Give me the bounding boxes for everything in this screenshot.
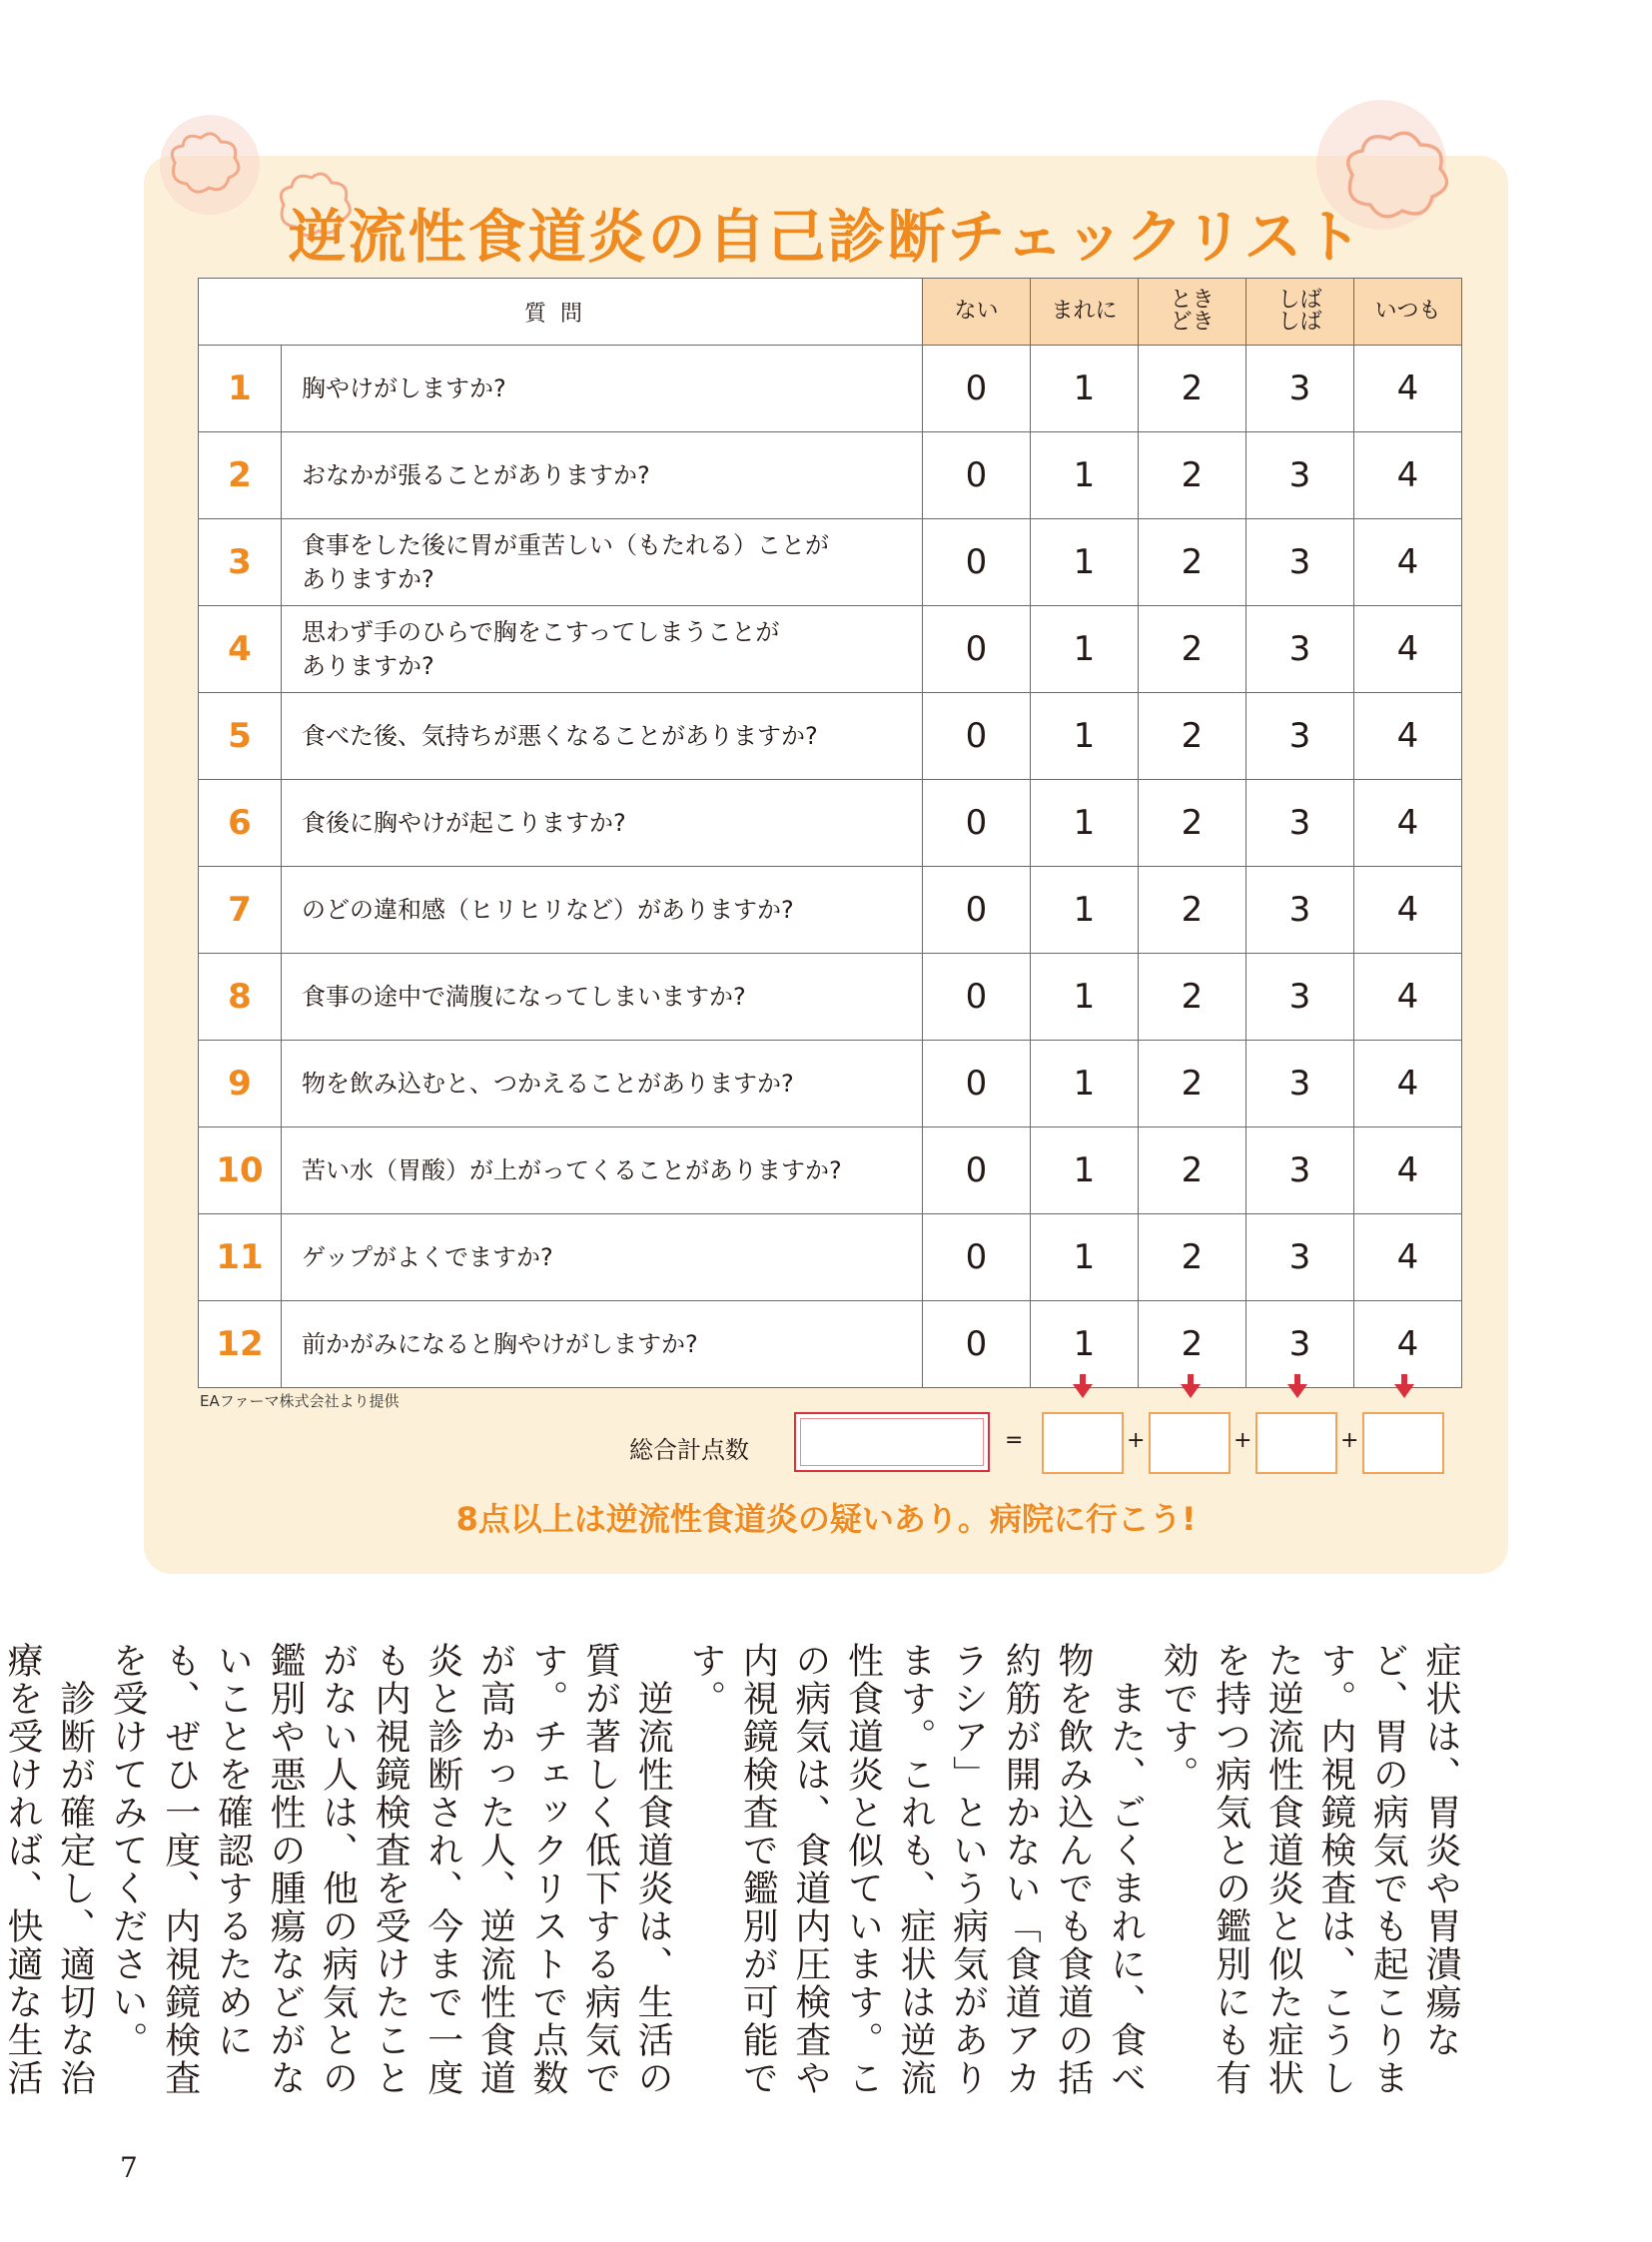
question-text: のどの違和感（ヒリヒリなど）がありますか? [282, 867, 923, 954]
question-number: 6 [199, 780, 282, 867]
score-option[interactable]: 0 [923, 954, 1031, 1041]
score-option[interactable]: 1 [1031, 519, 1139, 606]
score-option[interactable]: 2 [1139, 432, 1246, 519]
score-option[interactable]: 4 [1354, 432, 1462, 519]
score-option[interactable]: 4 [1354, 1127, 1462, 1214]
score-option[interactable]: 2 [1139, 780, 1246, 867]
score-option[interactable]: 1 [1031, 693, 1139, 780]
checklist-table [198, 278, 1462, 1388]
score-option[interactable]: 0 [923, 1127, 1031, 1214]
table-row [199, 346, 1462, 432]
arrow-down-icon [1287, 1384, 1307, 1398]
question-number: 1 [199, 346, 282, 432]
score-option[interactable]: 1 [1031, 606, 1139, 693]
plus-sign: + [1127, 1428, 1146, 1453]
option-header: とき どき [1139, 279, 1246, 346]
table-row [199, 780, 1462, 867]
score-option[interactable]: 2 [1139, 519, 1246, 606]
score-option[interactable]: 0 [923, 780, 1031, 867]
score-option[interactable]: 3 [1246, 693, 1354, 780]
score-option[interactable]: 2 [1139, 867, 1246, 954]
score-option[interactable]: 1 [1031, 954, 1139, 1041]
score-option[interactable]: 1 [1031, 780, 1139, 867]
question-number: 5 [199, 693, 282, 780]
score-option[interactable]: 2 [1139, 606, 1246, 693]
plus-sign: + [1340, 1428, 1359, 1453]
question-number: 9 [199, 1041, 282, 1127]
question-text: 食べた後、気持ちが悪くなることがありますか? [282, 693, 923, 780]
score-option[interactable]: 1 [1031, 1301, 1139, 1388]
table-header-row [199, 279, 1462, 346]
score-option[interactable]: 1 [1031, 867, 1139, 954]
arrow-down-icon [1073, 1384, 1093, 1398]
question-header: 質問 [199, 279, 923, 346]
credit-text: EAファーマ株式会社より提供 [200, 1392, 400, 1410]
table-row [199, 954, 1462, 1041]
score-option[interactable]: 4 [1354, 1301, 1462, 1388]
score-option[interactable]: 3 [1246, 432, 1354, 519]
question-number: 8 [199, 954, 282, 1041]
score-option[interactable]: 0 [923, 867, 1031, 954]
score-option[interactable]: 2 [1139, 346, 1246, 432]
score-option[interactable]: 3 [1246, 954, 1354, 1041]
score-option[interactable]: 0 [923, 346, 1031, 432]
option-header: まれに [1031, 279, 1139, 346]
total-score-input[interactable] [794, 1412, 990, 1472]
score-option[interactable]: 4 [1354, 346, 1462, 432]
score-option[interactable]: 2 [1139, 1041, 1246, 1127]
arrow-down-icon [1181, 1384, 1201, 1398]
option-header: いつも [1354, 279, 1462, 346]
score-option[interactable]: 0 [923, 1041, 1031, 1127]
question-number: 7 [199, 867, 282, 954]
question-text: 苦い水（胃酸）が上がってくることがありますか? [282, 1127, 923, 1214]
score-option[interactable]: 0 [923, 606, 1031, 693]
score-option[interactable]: 3 [1246, 346, 1354, 432]
score-option[interactable]: 3 [1246, 1127, 1354, 1214]
question-text: 思わず手のひらで胸をこすってしまうことが ありますか? [282, 606, 923, 693]
table-row [199, 432, 1462, 519]
subtotal-box-2[interactable] [1149, 1412, 1231, 1474]
table-row [199, 867, 1462, 954]
question-number: 2 [199, 432, 282, 519]
page-title: 逆流性食道炎の自己診断チェックリスト [288, 203, 1364, 271]
score-option[interactable]: 0 [923, 693, 1031, 780]
score-option[interactable]: 3 [1246, 1301, 1354, 1388]
score-option[interactable]: 2 [1139, 1214, 1246, 1301]
body-text: 症状は、胃炎や胃潰瘍など、胃の病気でも起こります。内視鏡検査は、こうした逆流性食道炎と似た症状を持つ病気との鑑別にも有効です。 また、ごくまれに、食べ物を飲み込んでも食道の括約筋が開かない「食道アカラシア」という病気があります。これも、症状は逆流性食道炎と似ています。この病気は、食道内圧検査や内視鏡検査で鑑別が可能です。 逆流性食道炎は、生活の質が著しく低下する病気です。チェックリストで点数が高かった人、逆流性食道炎と診断され、今まで一度も内視鏡検査を受けたことがない人は、他の病気との鑑別や悪性の腫瘍などがないことを確認するためにも、ぜひ一度、内視鏡検査を受けてみてください。 診断が確定し、適切な治療を受ければ、快適な生活 [1, 1642, 1461, 2097]
question-number: 4 [199, 606, 282, 693]
table-row [199, 606, 1462, 693]
plus-sign: + [1234, 1428, 1252, 1453]
question-text: おなかが張ることがありますか? [282, 432, 923, 519]
table-row [199, 1041, 1462, 1127]
question-text: ゲップがよくでますか? [282, 1214, 923, 1301]
question-text: 胸やけがしますか? [282, 346, 923, 432]
score-option[interactable]: 1 [1031, 432, 1139, 519]
score-option[interactable]: 4 [1354, 519, 1462, 606]
total-score-label: 総合計点数 [629, 1436, 749, 1464]
question-text: 前かがみになると胸やけがしますか? [282, 1301, 923, 1388]
score-option[interactable]: 1 [1031, 1214, 1139, 1301]
question-text: 食後に胸やけが起こりますか? [282, 780, 923, 867]
score-option[interactable]: 4 [1354, 1214, 1462, 1301]
score-option[interactable]: 4 [1354, 606, 1462, 693]
score-option[interactable]: 4 [1354, 693, 1462, 780]
score-option[interactable]: 3 [1246, 1041, 1354, 1127]
score-option[interactable]: 0 [923, 1214, 1031, 1301]
table-row [199, 693, 1462, 780]
question-number: 10 [199, 1127, 282, 1214]
page-number: 7 [120, 2151, 138, 2184]
table-row [199, 1127, 1462, 1214]
score-option[interactable]: 1 [1031, 1041, 1139, 1127]
question-number: 3 [199, 519, 282, 606]
question-text: 物を飲み込むと、つかえることがありますか? [282, 1041, 923, 1127]
score-option[interactable]: 4 [1354, 1041, 1462, 1127]
option-header: ない [923, 279, 1031, 346]
arrow-down-icon [1394, 1384, 1414, 1398]
question-number: 11 [199, 1214, 282, 1301]
score-option[interactable]: 2 [1139, 693, 1246, 780]
table-row [199, 519, 1462, 606]
subtotal-box-4[interactable] [1362, 1412, 1444, 1474]
subtotal-box-3[interactable] [1255, 1412, 1337, 1474]
score-option[interactable]: 2 [1139, 1301, 1246, 1388]
question-number: 12 [199, 1301, 282, 1388]
question-text: 食事の途中で満腹になってしまいますか? [282, 954, 923, 1041]
score-option[interactable]: 4 [1354, 954, 1462, 1041]
option-header: しば しば [1246, 279, 1354, 346]
score-option[interactable]: 2 [1139, 954, 1246, 1041]
flower-decor-1-icon [165, 128, 245, 198]
conclusion-text: 8点以上は逆流性食道炎の疑いあり。病院に行こう! [455, 1500, 1197, 1538]
score-option[interactable]: 0 [923, 432, 1031, 519]
score-option[interactable]: 3 [1246, 867, 1354, 954]
score-option[interactable]: 2 [1139, 1127, 1246, 1214]
equals-sign: = [1005, 1428, 1024, 1453]
table-row [199, 1214, 1462, 1301]
score-option[interactable]: 1 [1031, 346, 1139, 432]
score-option[interactable]: 3 [1246, 519, 1354, 606]
score-option[interactable]: 4 [1354, 780, 1462, 867]
score-option[interactable]: 3 [1246, 1214, 1354, 1301]
score-option[interactable]: 4 [1354, 867, 1462, 954]
table-row [199, 1301, 1462, 1388]
score-option[interactable]: 3 [1246, 780, 1354, 867]
score-option[interactable]: 0 [923, 519, 1031, 606]
score-option[interactable]: 3 [1246, 606, 1354, 693]
score-option[interactable]: 1 [1031, 1127, 1139, 1214]
question-text: 食事をした後に胃が重苦しい（もたれる）ことが ありますか? [282, 519, 923, 606]
score-option[interactable]: 0 [923, 1301, 1031, 1388]
subtotal-box-1[interactable] [1042, 1412, 1124, 1474]
